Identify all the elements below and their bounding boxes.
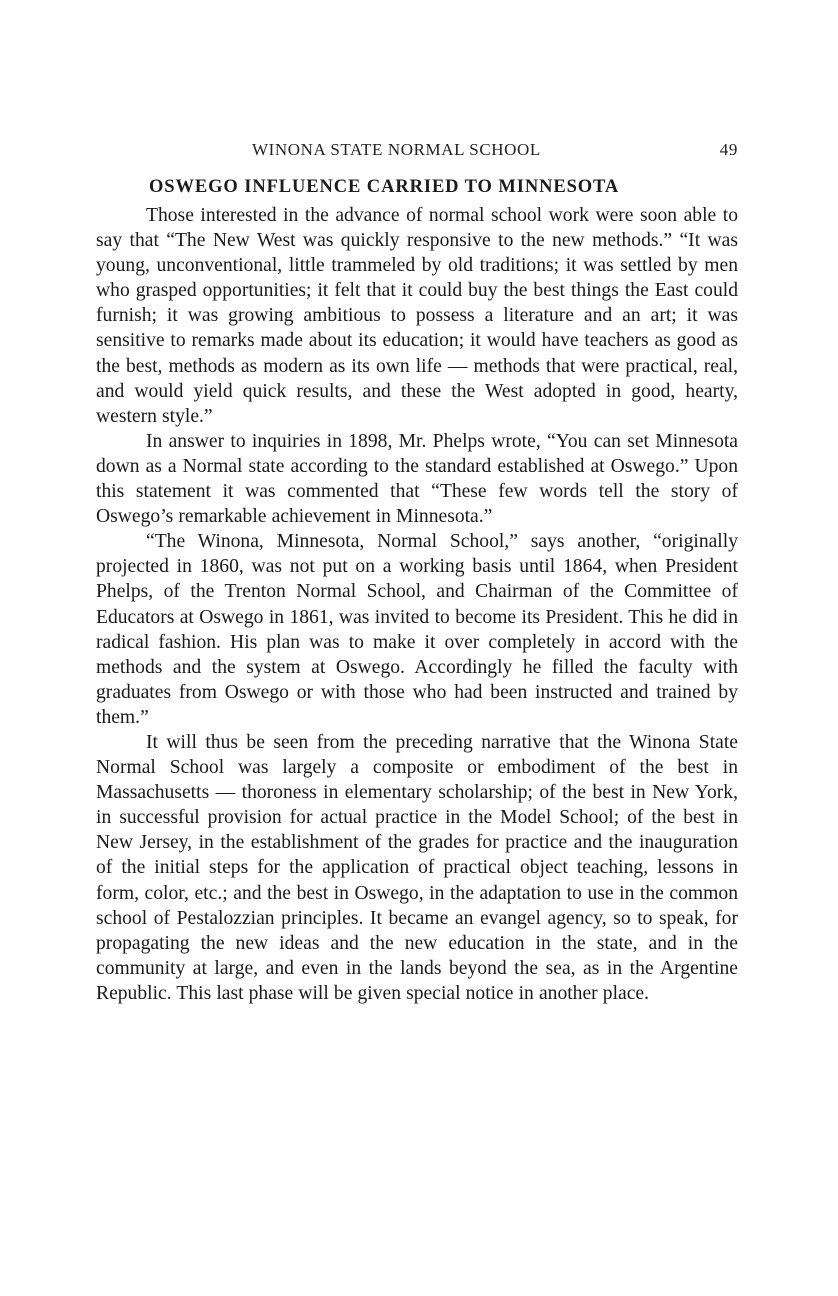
paragraph-winona-normal-school: “The Winona, Minnesota, Normal School,” says another, “originally projected in 1860, was not put on a working basis until 1864, when President Phelps, of the Trenton Normal School, and Chairman of the Committee of Educators at Oswego in 1861, was invited to become its President. This he did in radical fashion. His plan was to make it over completely in accord with the methods and the system at Oswego. Accordingly he filled the faculty with graduates from Oswego or with those who had been instructed and trained by them.” xyxy=(96,531,738,728)
running-head xyxy=(96,136,738,164)
body-text xyxy=(96,203,738,1006)
book-page xyxy=(96,136,738,1006)
page-number: 49 xyxy=(719,140,738,159)
paragraph-composite-summary: It will thus be seen from the preceding narrative that the Winona State Normal School was largely a composite or embodiment of the best in Massachusetts — thoroness in elementary scholarship; of the best in New York, in successful provision for actual practice in the Model School; of the best in New Jersey, in the establishment of the grades for practice and the inauguration of the initial steps for the application of practical object teaching, lessons in form, color, etc.; and the best in Oswego, in the adaptation to use in the common school of Pestalozzian principles. It became an evangel agency, so to speak, for propagating the new ideas and the new education in the state, and in the community at large, and even in the lands beyond the sea, as in the Argentine Republic. This last phase will be given special notice in another place. xyxy=(96,731,738,1004)
section-heading: OSWEGO INFLUENCE CARRIED TO MINNESOTA xyxy=(149,177,620,197)
paragraph-new-west: Those interested in the advance of normal school work were soon able to say that “The New West was quickly responsive to the new methods.” “It was young, unconventional, little trammeled by old traditions; it was settled by men who grasped opportunities; it felt that it could buy the best things the East could furnish; it was growing ambitious to possess a literature and an art; it was sensitive to remarks made about its education; it would have teachers as good as the best, methods as modern as its own life — methods that were practical, real, and would yield quick results, and these the West adopted in good, hearty, western style.” xyxy=(96,205,738,427)
running-head-title: WINONA STATE NORMAL SCHOOL xyxy=(252,140,541,159)
paragraph-phelps-1898: In answer to inquiries in 1898, Mr. Phelps wrote, “You can set Minnesota down as a Normal state according to the standard established at Oswego.” Upon this statement it was commented that “These few words tell the story of Oswego’s remarkable achievement in Minnesota.” xyxy=(96,430,738,528)
